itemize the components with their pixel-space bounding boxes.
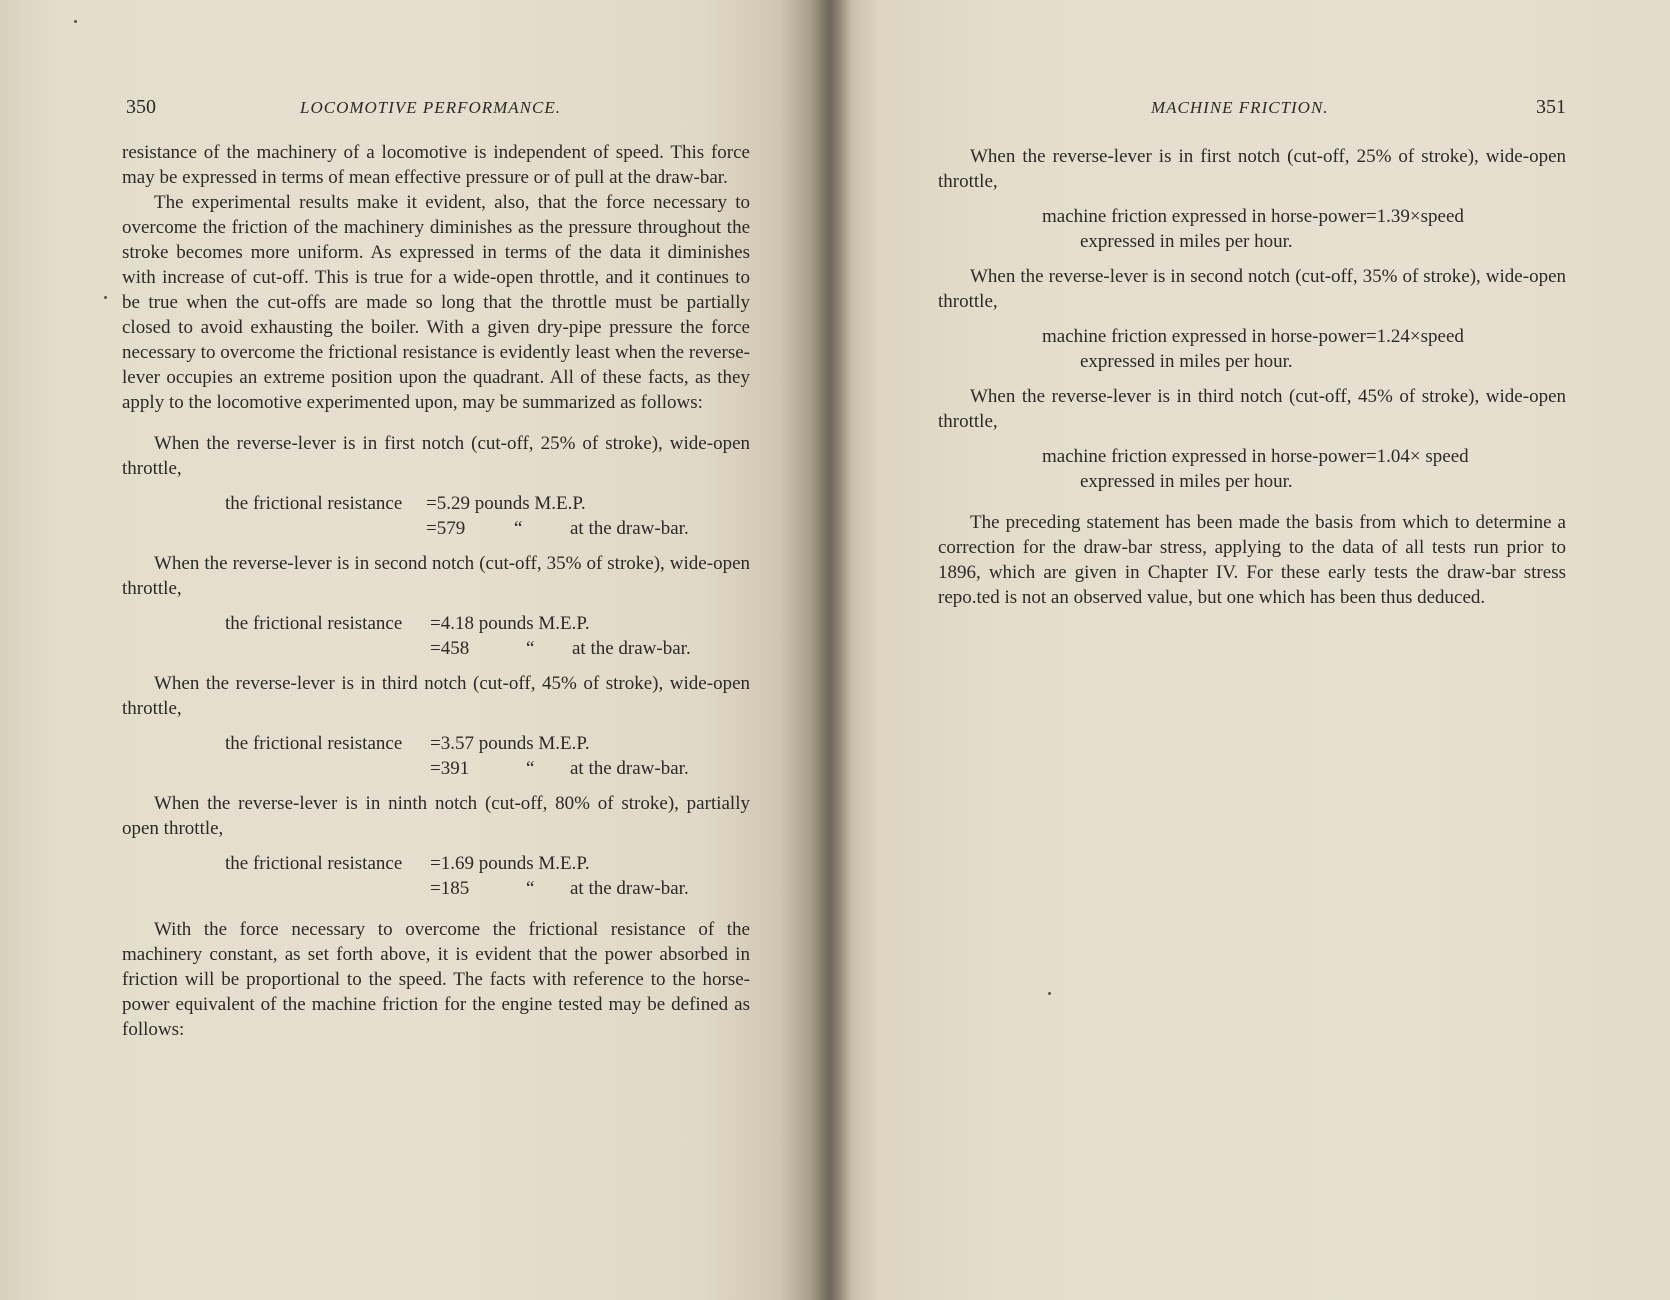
left-body [122,140,750,1042]
equation-lead: the frictional resistance [225,493,403,514]
case-condition: When the reverse-lever is in second notch (cut-off, 35% of stroke), wide-open throttle, [938,266,1566,312]
formula-line-1: machine friction expressed in horse-power=1.39×speed [1042,206,1464,227]
frictional-resistance-equation [122,851,750,901]
horsepower-formula [1042,444,1566,494]
ditto-mark: “ [526,638,535,659]
equation-drawbar-value: =579 [426,518,466,539]
case-condition: When the reverse-lever is in first notch (cut-off, 25% of stroke), wide-open throttle, [938,146,1566,192]
case-condition: When the reverse-lever is in third notch (cut-off, 45% of stroke), wide-open throttle, [122,673,750,719]
equation-drawbar-text: at the draw-bar. [570,878,689,899]
equation-lead: the frictional resistance [225,733,403,754]
ditto-mark: “ [526,758,535,779]
case-condition: When the reverse-lever is in first notch (cut-off, 25% of stroke), wide-open throttle, [122,433,750,479]
case-condition: When the reverse-lever is in second notch (cut-off, 35% of stroke), wide-open throttle, [122,553,750,599]
frictional-resistance-equation [122,731,750,781]
formula-line-1: machine friction expressed in horse-power=1.24×speed [1042,326,1464,347]
equation-drawbar-text: at the draw-bar. [572,638,691,659]
left-page-number: 350 [126,96,156,118]
intro-continuation: resistance of the machinery of a locomotive is independent of speed. This force may be expressed in terms of mean effective pressure or of pull at the draw-bar. [122,142,750,188]
right-running-head [938,96,1566,122]
formula-line-2: expressed in miles per hour. [1080,471,1293,492]
right-page-number: 351 [1536,96,1566,118]
closing-paragraph: With the force necessary to overcome the frictional resistance of the machinery constant, as set forth above, it is evident that the power absorbed in friction will be proportional to the speed. The facts with reference to the horse-power equivalent of the machine friction for the engine tested may be defined as follows: [122,919,750,1040]
closing-paragraph: The preceding statement has been made the basis from which to determine a correction for the draw-bar stress, applying to the data of all tests run prior to 1896, which are given in Chapter IV. For these early tests the draw-bar stress repo.ted is not an observed value, but one which has been thus deduced. [938,512,1566,608]
frictional-resistance-equation [122,611,750,661]
paper-speck [74,20,77,23]
equation-lead: the frictional resistance [225,613,403,634]
equation-mep: =5.29 pounds M.E.P. [426,493,586,514]
left-running-head [122,96,750,122]
left-running-title: LOCOMOTIVE PERFORMANCE. [300,98,561,117]
equation-drawbar-text: at the draw-bar. [570,758,689,779]
equation-mep: =3.57 pounds M.E.P. [430,733,590,754]
paper-speck [1048,992,1051,995]
equation-drawbar-value: =391 [430,758,470,779]
left-page [122,0,750,1300]
equation-drawbar-text: at the draw-bar. [570,518,689,539]
paper-speck [104,296,107,299]
equation-drawbar-value: =185 [430,878,470,899]
right-page [938,0,1566,1300]
frictional-resistance-equation [122,491,750,541]
equation-mep: =1.69 pounds M.E.P. [430,853,590,874]
formula-line-1: machine friction expressed in horse-power=1.04× speed [1042,446,1469,467]
horsepower-formula [1042,324,1566,374]
equation-mep: =4.18 pounds M.E.P. [430,613,590,634]
horsepower-formula [1042,204,1566,254]
paragraph-2: The experimental results make it evident, also, that the force necessary to overcome the friction of the machinery diminishes as the pressure throughout the stroke becomes more uniform. As expressed in terms of the data it diminishes with increase of cut-off. This is true for a wide-open throttle, and it continues to be true when the cut-offs are made so long that the throttle must be partially closed to avoid exhausting the boiler. With a given dry-pipe pressure the force necessary to overcome the frictional resistance is evidently least when the reverse-lever occupies an extreme position upon the quadrant. All of these facts, as they apply to the locomotive experimented upon, may be summarized as follows: [122,192,750,413]
case-condition: When the reverse-lever is in third notch (cut-off, 45% of stroke), wide-open throttle, [938,386,1566,432]
right-running-title: MACHINE FRICTION. [1151,98,1329,117]
formula-line-2: expressed in miles per hour. [1080,351,1293,372]
case-condition: When the reverse-lever is in ninth notch (cut-off, 80% of stroke), partially open throttle, [122,793,750,839]
equation-drawbar-value: =458 [430,638,470,659]
equation-lead: the frictional resistance [225,853,403,874]
ditto-mark: “ [526,878,535,899]
right-body [938,144,1566,610]
ditto-mark: “ [514,518,523,539]
formula-line-2: expressed in miles per hour. [1080,231,1293,252]
